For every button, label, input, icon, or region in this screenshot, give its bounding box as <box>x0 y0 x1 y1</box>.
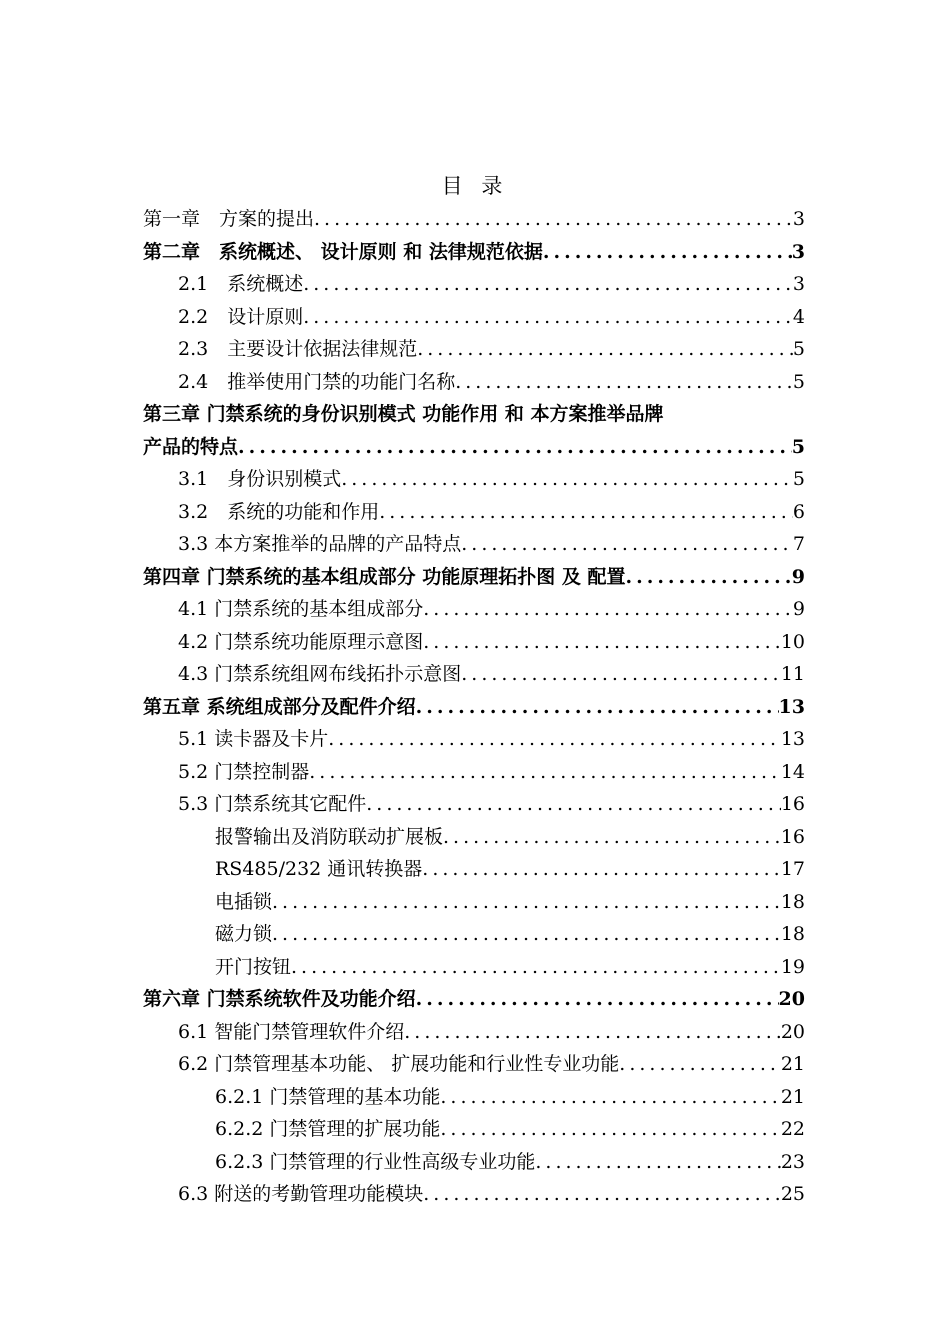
toc-entry-label: 3.3 本方案推举的品牌的产品特点 <box>178 533 462 555</box>
toc-entry-label: 6.3 附送的考勤管理功能模块 <box>178 1183 424 1205</box>
toc-entry[interactable] <box>143 333 805 366</box>
toc-page-number: 6 <box>792 500 805 523</box>
toc-page-number: 9 <box>792 598 805 620</box>
toc-page-number: 23 <box>780 1150 805 1173</box>
toc-dot-leader <box>455 366 793 399</box>
toc-entry[interactable] <box>143 821 805 854</box>
toc-entry[interactable] <box>143 756 805 789</box>
toc-page-number: 3 <box>792 208 805 230</box>
toc-entry[interactable] <box>143 561 805 594</box>
toc-entry-label: 6.2.1 门禁管理的基本功能 <box>215 1085 441 1108</box>
toc-page-number: 4 <box>792 305 805 328</box>
toc-entry-label: 4.1 门禁系统的基本组成部分 <box>178 598 424 620</box>
toc-page-number: 21 <box>780 1053 805 1075</box>
toc-page-number: 5 <box>791 435 805 458</box>
toc-dot-leader <box>416 983 779 1016</box>
toc-page-number: 13 <box>780 728 805 750</box>
toc-entry[interactable] <box>143 626 805 659</box>
toc-page-number: 16 <box>780 793 805 815</box>
toc-entry-label: 磁力锁 <box>215 923 273 945</box>
toc-entry[interactable] <box>143 723 805 756</box>
toc-dot-leader <box>423 1178 781 1211</box>
toc-page-number: 17 <box>780 858 805 880</box>
toc-page-number: 9 <box>791 565 805 588</box>
toc-dot-leader <box>366 788 781 821</box>
toc-dot-leader <box>379 496 793 529</box>
toc-entry[interactable] <box>143 268 805 301</box>
toc-dot-leader <box>535 1146 780 1179</box>
toc-dot-leader <box>272 886 781 919</box>
toc-page-number: 25 <box>780 1183 805 1205</box>
toc-dot-leader <box>303 301 793 334</box>
toc-entry-label: 第一章 方案的提出 <box>143 208 315 230</box>
toc-page-number: 20 <box>780 1020 805 1043</box>
toc-entry[interactable] <box>143 1178 805 1211</box>
toc-dot-leader <box>309 756 781 789</box>
toc-entry-label: 5.2 门禁控制器 <box>178 760 310 783</box>
toc-entry[interactable] <box>143 431 805 464</box>
toc-entry-label: RS485/232 通讯转换器 <box>215 858 423 880</box>
toc-dot-leader <box>314 203 793 236</box>
toc-entry-label: 5.3 门禁系统其它配件 <box>178 793 367 815</box>
toc-entry[interactable] <box>143 301 805 334</box>
toc-dot-leader <box>619 1048 781 1081</box>
toc-entry[interactable] <box>143 463 805 496</box>
toc-page-number: 18 <box>780 890 805 913</box>
toc-entry-label: 3.1 身份识别模式 <box>178 468 342 490</box>
toc-page-number: 19 <box>780 955 805 978</box>
toc-dot-leader <box>303 268 793 301</box>
toc-dot-leader <box>404 1016 781 1049</box>
toc-entry-label: 4.2 门禁系统功能原理示意图 <box>178 630 424 653</box>
toc-dot-leader <box>461 658 781 691</box>
toc-page-number: 16 <box>780 825 805 848</box>
toc-entry-label: 第三章 门禁系统的身份识别模式 功能作用 和 本方案推举品牌 <box>143 403 664 425</box>
toc-entry[interactable] <box>143 918 805 951</box>
toc-dot-leader <box>625 561 791 594</box>
toc-entry[interactable] <box>143 951 805 984</box>
toc-entry[interactable] <box>143 658 805 691</box>
toc-entry[interactable] <box>143 236 805 269</box>
toc-dot-leader <box>341 463 793 496</box>
toc-entry-label: 产品的特点 <box>143 435 239 458</box>
toc-entry-label: 开门按钮 <box>215 955 292 978</box>
toc-entry-label: 3.2 系统的功能和作用 <box>178 500 380 523</box>
toc-dot-leader <box>423 593 793 626</box>
toc-dot-leader <box>416 691 779 724</box>
toc-dot-leader <box>417 333 793 366</box>
toc-dot-leader <box>328 723 781 756</box>
toc-entry-label: 4.3 门禁系统组网布线拓扑示意图 <box>178 663 462 685</box>
toc-entry[interactable] <box>143 886 805 919</box>
toc-entry-label: 第二章 系统概述、 设计原则 和 法律规范依据 <box>143 240 543 263</box>
toc-dot-leader <box>272 918 781 951</box>
toc-entry[interactable] <box>143 1113 805 1146</box>
toc-entry[interactable] <box>143 1146 805 1179</box>
toc-entry[interactable] <box>143 853 805 886</box>
toc-entry[interactable] <box>143 593 805 626</box>
toc-page-number: 18 <box>780 923 805 945</box>
toc-dot-leader <box>238 431 792 464</box>
toc-page-number: 20 <box>778 988 805 1010</box>
toc-entry-label: 2.3 主要设计依据法律规范 <box>178 338 418 360</box>
toc-page-number: 3 <box>792 273 805 295</box>
toc-entry-label: 6.1 智能门禁管理软件介绍 <box>178 1020 405 1043</box>
toc-entry[interactable] <box>143 366 805 399</box>
toc-entry[interactable] <box>143 1016 805 1049</box>
toc-page-number: 10 <box>780 630 805 653</box>
toc-page-number: 5 <box>792 370 805 393</box>
toc-entry-label: 报警输出及消防联动扩展板 <box>215 825 444 848</box>
toc-dot-leader <box>440 1081 780 1114</box>
toc-entry-label: 电插锁 <box>215 890 273 913</box>
toc-entry[interactable] <box>143 788 805 821</box>
toc-dot-leader <box>443 821 781 854</box>
toc-page-number: 5 <box>792 338 805 360</box>
table-of-contents <box>143 203 805 1211</box>
toc-dot-leader <box>543 236 792 269</box>
toc-entry[interactable] <box>143 528 805 561</box>
toc-entry[interactable] <box>143 203 805 236</box>
toc-page-number: 13 <box>778 695 805 718</box>
toc-entry[interactable] <box>143 496 805 529</box>
page-title: 目 录 <box>441 174 509 198</box>
toc-page-number: 11 <box>780 663 805 685</box>
toc-dot-leader <box>423 626 781 659</box>
toc-entry[interactable] <box>143 983 805 1016</box>
toc-dot-leader <box>422 853 781 886</box>
toc-entry-label: 第四章 门禁系统的基本组成部分 功能原理拓扑图 及 配置 <box>143 565 626 588</box>
toc-dot-leader <box>461 528 793 561</box>
toc-entry-label: 2.2 设计原则 <box>178 305 304 328</box>
toc-page-number: 7 <box>792 533 805 555</box>
toc-dot-leader <box>440 1113 780 1146</box>
toc-entry-label: 2.1 系统概述 <box>178 273 304 295</box>
toc-entry-label: 5.1 读卡器及卡片 <box>178 728 329 750</box>
toc-page-number: 21 <box>780 1085 805 1108</box>
toc-page-number: 5 <box>792 468 805 490</box>
toc-entry-label: 6.2.3 门禁管理的行业性高级专业功能 <box>215 1150 536 1173</box>
toc-page-number: 3 <box>791 240 805 263</box>
toc-entry[interactable] <box>143 1048 805 1081</box>
toc-page-number: 14 <box>780 760 805 783</box>
toc-entry-label: 2.4 推举使用门禁的功能门名称 <box>178 370 456 393</box>
toc-entry[interactable] <box>143 691 805 724</box>
toc-entry-label: 6.2.2 门禁管理的扩展功能 <box>215 1118 441 1140</box>
toc-entry[interactable] <box>143 1081 805 1114</box>
toc-dot-leader <box>291 951 781 984</box>
toc-page-number: 22 <box>780 1118 805 1140</box>
toc-entry-label: 第六章 门禁系统软件及功能介绍 <box>143 988 416 1010</box>
toc-entry-label: 第五章 系统组成部分及配件介绍 <box>143 695 416 718</box>
toc-entry-label: 6.2 门禁管理基本功能、 扩展功能和行业性专业功能 <box>178 1053 620 1075</box>
toc-entry[interactable] <box>143 398 805 431</box>
